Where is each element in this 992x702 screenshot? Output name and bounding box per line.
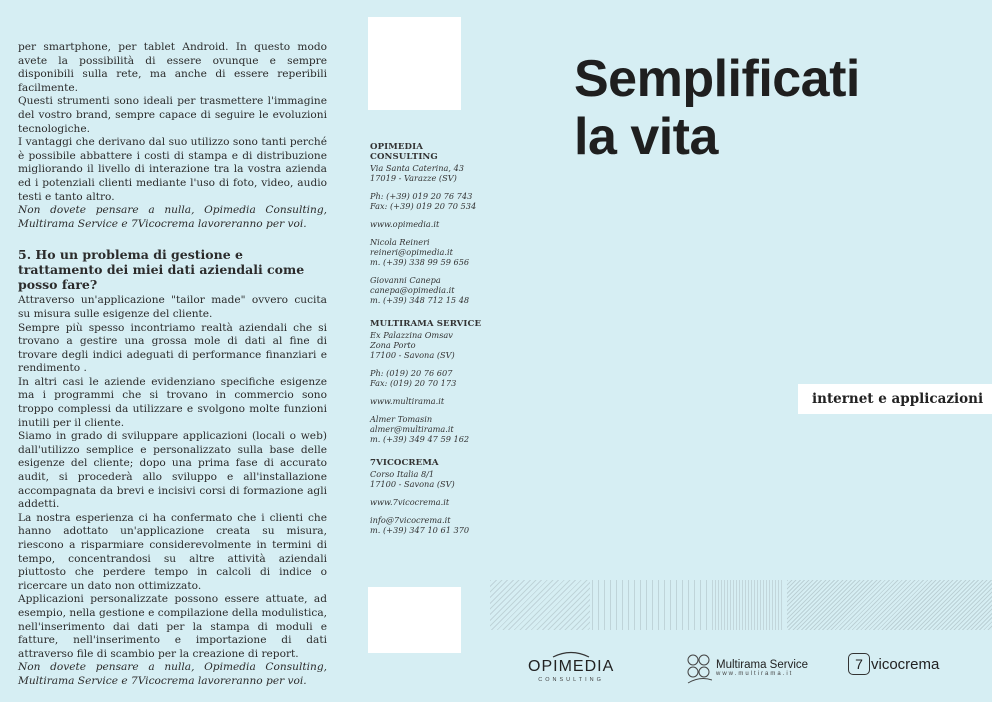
white-box-bottom bbox=[368, 587, 461, 653]
contact-email-link[interactable]: canepa@opimedia.it bbox=[370, 285, 455, 295]
body-paragraph: Applicazioni personalizzate possono essere attuate, ad esempio, nella gestione e compilazione della modulistica, nell'inserimento dai dati per la stampa di moduli e fatture, nell'inserimento e importazione di dati attraverso file di scambio per la creazione di report. bbox=[18, 593, 327, 660]
decorative-pattern bbox=[490, 580, 590, 630]
contact-mobile: m. (+39) 338 99 59 656 bbox=[370, 257, 470, 267]
website-link[interactable]: www.multirama.it bbox=[370, 396, 445, 406]
website-link[interactable]: www.7vicocrema.it bbox=[370, 497, 450, 507]
vicocrema-logo-text: vicocrema bbox=[871, 655, 940, 673]
phone-line: Ph: (019) 20 76 607 bbox=[370, 368, 453, 378]
opimedia-logo-text: OPIMEDIA bbox=[528, 658, 615, 675]
address-line: 17100 - Savona (SV) bbox=[370, 350, 455, 360]
intro-paragraph: I vantaggi che derivano dal suo utilizzo sono tanti perché è possibile abbattere i costi di stampa e di distribuzione migliorando il livello di interazione tra la vostra azienda ed i potenziali clienti mediante l'uso di foto, video, audio testi e tanto altro. bbox=[18, 136, 327, 203]
contact-mobile: m. (+39) 347 10 61 370 bbox=[370, 525, 470, 535]
title-line: Semplificati bbox=[574, 50, 860, 108]
contact-email-link[interactable]: almer@multirama.it bbox=[370, 424, 454, 434]
address-line: Ex Palazzina Omsav bbox=[370, 330, 453, 340]
address-line: 17019 - Varazze (SV) bbox=[370, 173, 457, 183]
multirama-logo bbox=[686, 652, 808, 684]
address-line: 17100 - Savona (SV) bbox=[370, 479, 455, 489]
closing-note: Non dovete pensare a nulla, Opimedia Consulting, Multirama Service e 7Vicocrema lavoreranno per voi. bbox=[18, 661, 327, 687]
contact-email-link[interactable]: reineri@opimedia.it bbox=[370, 247, 453, 257]
contact-mobile: m. (+39) 349 47 59 162 bbox=[370, 434, 470, 444]
company-name-opimedia: OPIMEDIA CONSULTING bbox=[370, 142, 438, 162]
opimedia-logo bbox=[528, 650, 614, 683]
address-line: Corso Italia 8/1 bbox=[370, 469, 435, 479]
company-name-multirama: MULTIRAMA SERVICE bbox=[370, 319, 482, 329]
address-line: Via Santa Caterina, 43 bbox=[370, 163, 465, 173]
phone-line: Ph: (+39) 019 20 76 743 bbox=[370, 191, 473, 201]
decorative-pattern bbox=[592, 580, 712, 630]
opimedia-logo-subtext: CONSULTING bbox=[538, 677, 604, 683]
opimedia-arc-icon bbox=[551, 650, 591, 658]
multirama-circles-icon bbox=[686, 652, 712, 684]
contacts-column bbox=[370, 142, 490, 535]
intro-paragraph: per smartphone, per tablet Android. In questo modo avete la possibilità di essere ovunque e sempre disponibili sulla rete, ma anche di essere reperibili facilmente. bbox=[18, 41, 327, 94]
intro-paragraph: Questi strumenti sono ideali per trasmettere l'immagine del vostro brand, sempre capace di seguire le evoluzioni tecnologiche. bbox=[18, 95, 327, 135]
section-tag: internet e applicazioni bbox=[812, 391, 984, 407]
body-paragraph: Attraverso un'applicazione "tailor made" ovvero cucita su misura sulle esigenze del cliente. bbox=[18, 294, 327, 320]
multirama-logo-subtext: www.multirama.it bbox=[716, 671, 794, 677]
contact-person-name: Giovanni Canepa bbox=[370, 275, 441, 285]
company-name-vicocrema: 7VICOCREMA bbox=[370, 458, 439, 468]
body-paragraph: Siamo in grado di sviluppare applicazioni (locali o web) dall'utilizzo semplice e personalizzato sulla base delle esigenze del cliente; dopo una prima fase di accurato audit, si procederà allo sviluppo e all'installazione accompagnata da brevi e incisivi corsi di formazione agli addetti. bbox=[18, 430, 327, 511]
contact-email-link[interactable]: info@7vicocrema.it bbox=[370, 515, 451, 525]
left-text-panel bbox=[18, 41, 327, 689]
website-link[interactable]: www.opimedia.it bbox=[370, 219, 440, 229]
decorative-pattern bbox=[787, 580, 992, 630]
closing-note: Non dovete pensare a nulla, Opimedia Consulting, Multirama Service e 7Vicocrema lavoreranno per voi. bbox=[18, 204, 327, 230]
body-paragraph: Sempre più spesso incontriamo realtà aziendali che si trovano a gestire una grossa mole di dati al fine di trovare degli indici adeguati di performance finanziari e rendimento . bbox=[18, 321, 327, 375]
contact-mobile: m. (+39) 348 712 15 48 bbox=[370, 295, 470, 305]
white-box-top bbox=[368, 17, 461, 110]
decorative-pattern bbox=[712, 580, 782, 630]
fax-line: Fax: (019) 20 70 173 bbox=[370, 378, 457, 388]
body-paragraph: La nostra esperienza ci ha confermato che i clienti che hanno adottato un'applicazione creata su misura, riescono a risparmiare considerevolmente in termini di tempo, concentrandosi su altre attività aziendali piuttosto che perdere tempo in calcoli di indice o ricercare un dato non ottimizzato. bbox=[18, 511, 327, 592]
multirama-logo-text: Multirama Service bbox=[716, 659, 809, 671]
section-heading: 5. Ho un problema di gestione e trattamento dei miei dati aziendali come posso fare? bbox=[18, 247, 305, 293]
title-line: la vita bbox=[574, 108, 718, 166]
vicocrema-logo-number: 7 bbox=[848, 653, 870, 675]
vicocrema-logo bbox=[848, 653, 939, 675]
page-title bbox=[574, 50, 860, 166]
address-line: Zona Porto bbox=[370, 340, 416, 350]
body-paragraph: In altri casi le aziende evidenziano specifiche esigenze ma i programmi che si trovano in commercio sono troppo complessi da utilizzare e svolgono molte funzioni inutili per il cliente. bbox=[18, 375, 327, 429]
contact-person-name: Nicola Reineri bbox=[370, 237, 430, 247]
fax-line: Fax: (+39) 019 20 70 534 bbox=[370, 201, 477, 211]
contact-person-name: Almer Tomasin bbox=[370, 414, 433, 424]
